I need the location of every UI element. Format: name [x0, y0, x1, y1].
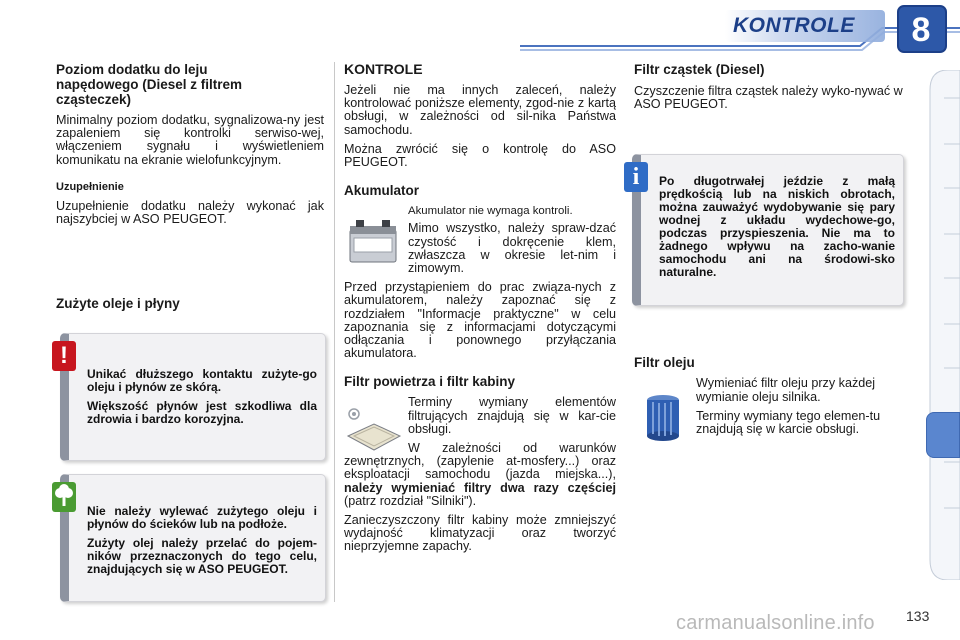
kontrole-text-1: Jeżeli nie ma innych zaleceń, należy kontrolować poniższe elementy, zgod-nie z kartą obsługi, w zależności od sil-nika Państwa samochodu.: [344, 83, 616, 137]
oil-filter-text-2: Terminy wymiany tego elemen-tu znajdują się w karcie obsługi.: [696, 408, 881, 437]
refill-text: Uzupełnienie dodatku należy wykonać jak najszybciej w ASO PEUGEOT.: [56, 199, 324, 227]
battery-text-2: Przed przystąpieniem do prac związa-nych z akumulatorem, należy zapoznać się z rozdziałem "Informacje praktyczne" w celu zapoznania się z informacjami dotyczącymi odłączania i ponownego przyłączania akumulatora.: [344, 280, 616, 361]
heading-kontrole: KONTROLE: [344, 61, 423, 77]
heading-air-filter: Filtr powietrza i filtr kabiny: [344, 374, 516, 390]
battery-note: Akumulator nie wymaga kontroli.: [408, 205, 573, 218]
heading-oil-filter: Filtr oleju: [634, 355, 695, 371]
filter-text-3: Zanieczyszczony filtr kabiny może zmniejszyć wydajność klimatyzacji oraz tworzyć nieprzyjemne zapachy.: [344, 513, 616, 554]
warning-box: [60, 333, 326, 461]
filter-text-1: Terminy wymiany elementów filtrujących znajdują się w kar-cie obsługi.: [408, 395, 616, 436]
filter-text-2: W zależności od warunków zewnętrznych, (zapylenie at-mosfery...) oraz eksploatacji samochodu (jazda miejska...), należy wymieniać filtry dwa razy częściej (patrz rozdział "Silniki").: [344, 441, 616, 508]
chapter-title: KONTROLE: [733, 14, 855, 37]
watermark: carmanualsonline.info: [676, 612, 875, 634]
chapter-tab-active[interactable]: [926, 412, 960, 458]
info-text: Po długotrwałej jeździe z małą prędkością lub na niskich obrotach, można zauważyć wydobywanie się pary wodnej z układu wydechowe-go, podczas przyspieszenia. Nie ma to żadnego wpływu na zacho-wanie samochodu ani na środowi-sko naturalne.: [659, 174, 895, 279]
exclamation-icon: !: [52, 341, 76, 371]
heading-additive-level: Poziom dodatku do leju napędowego (Diesel z filtrem cząsteczek): [56, 62, 243, 107]
subheading-refill: Uzupełnienie: [56, 180, 124, 193]
page-number: 133: [906, 608, 930, 624]
heading-battery: Akumulator: [344, 183, 420, 199]
warning-text-1: Unikać dłuższego kontaktu zużyte-go oleju i płynów ze skórą.: [87, 367, 317, 394]
warning-text-2: Większość płynów jest szkodliwa dla zdrowia i bardzo korozyjna.: [87, 399, 317, 426]
cabin-filter-image: [344, 406, 402, 456]
info-icon: i: [624, 162, 648, 192]
column-divider: [334, 62, 335, 602]
heading-particle-filter: Filtr cząstek (Diesel): [634, 62, 765, 77]
oil-filter-text-1: Wymieniać filtr oleju przy każdej wymianie oleju silnika.: [696, 376, 876, 404]
column-middle: [344, 62, 616, 560]
column-left: [56, 62, 324, 318]
chapter-tabs: [926, 70, 960, 580]
additive-level-text: Minimalny poziom dodatku, sygnalizowa-ny jest zapaleniem się kontrolki serwiso-wej, włączeniem sygnału i wyświetleniem komunikatu na ekranie wielofunkcyjnym.: [56, 113, 324, 167]
chapter-number: 8: [911, 11, 931, 49]
particle-filter-text: Czyszczenie filtra cząstek należy wyko-nywać w ASO PEUGEOT.: [634, 84, 903, 112]
tree-icon: [52, 482, 76, 512]
battery-text-1: Mimo wszystko, należy spraw-dzać czystość i dokręcenie klem, zwłaszcza w okresie let-nim i zimowym.: [408, 221, 616, 276]
filter-text-2-bold: należy wymieniać filtry dwa razy częściej: [344, 480, 616, 495]
heading-used-oils: Zużyte oleje i płyny: [56, 296, 180, 312]
environment-box: [60, 474, 326, 602]
oil-filter-image: [640, 392, 686, 444]
environment-text-1: Nie należy wylewać zużytego oleju i płynów do ścieków lub na podłoże.: [87, 504, 317, 531]
battery-image: [344, 212, 402, 270]
environment-text-2: Zużyty olej należy przelać do pojem-ników przeznaczonych do tego celu, znajdujących się w ASO PEUGEOT.: [87, 536, 317, 576]
info-box: [632, 154, 904, 306]
kontrole-text-2: Można zwrócić się o kontrolę do ASO PEUGEOT.: [344, 141, 616, 170]
